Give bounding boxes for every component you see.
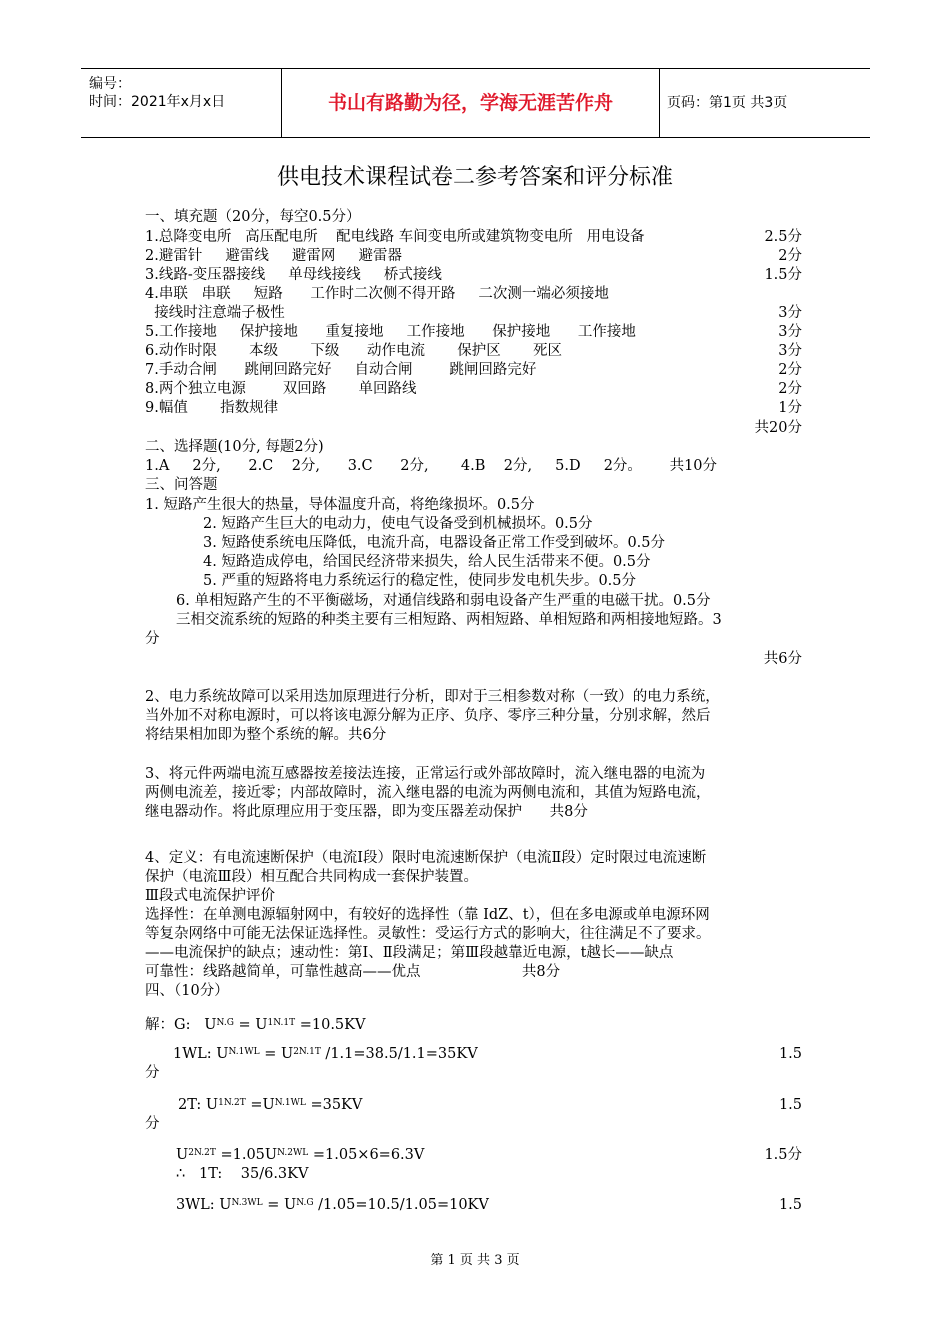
doc-title: 供电技术课程试卷二参考答案和评分标准 (276, 165, 673, 190)
q4-line: 选择性：在单测电源辐射网中，有较好的选择性（靠 IdZ、t），但在多电源或单电源环网 (145, 907, 710, 923)
q2-line: 2、电力系统故障可以采用迭加原理进行分析，即对于三相参数对称（一致）的电力系统， (145, 689, 720, 705)
q4-line: 可靠性：线路越简单，可靠性越高——优点 共8分 (145, 964, 561, 980)
q4-line: 保护（电流Ⅲ段）相互配合共同构成一套保护装置。 (145, 869, 478, 885)
q1-line: 3. 短路使系统电压降低，电流升高，电器设备正常工作受到破坏。0.5分 (203, 535, 666, 551)
s1-total: 共20分 (754, 420, 802, 436)
s1-score: 1分 (778, 400, 802, 416)
q1-total: 共6分 (763, 651, 802, 667)
section3-heading: 三、问答题 (145, 477, 218, 493)
section2-answers: 1.A 2分, 2.C 2分, 3.C 2分, 4.B 2分, 5.D 2分。 共10分 (145, 458, 718, 474)
s1-item: 6.动作时限 本级 下级 动作电流 保护区 死区 (145, 343, 563, 359)
s1-score: 2分 (778, 381, 802, 397)
section2-heading: 二、选择题(10分, 每题2分) (145, 439, 324, 455)
s1-score: 2.5分 (764, 229, 802, 245)
s1-item: 3.线路-变压器接线 单母线接线 桥式接线 (145, 267, 442, 283)
q4-line: Ⅲ段式电流保护评价 (145, 888, 275, 904)
q4-line: ——电流保护的缺点；速动性：第Ⅰ、Ⅱ段满足；第Ⅲ段越靠近电源，t越长——缺点 (145, 945, 674, 961)
header-meta (81, 69, 282, 137)
s1-score: 2分 (778, 248, 802, 264)
s1-item: 4.串联 串联 短路 工作时二次侧不得开路 二次测一端必须接地 (145, 286, 609, 302)
s1-score: 1.5分 (764, 267, 802, 283)
s1-item: 8.两个独立电源 双回路 单回路线 (145, 381, 417, 397)
s1-score: 3分 (778, 343, 802, 359)
s1-score: 2分 (778, 362, 802, 378)
page-header (81, 68, 870, 138)
calc-line-4: $U^{2N.2T} =1.05U^{N.2WL} =1.05\times 6=6.3V$ (176, 1147, 425, 1163)
s1-score: 3分 (778, 324, 802, 340)
q3-line: 两侧电流差，接近零；内部故障时，流入继电器的电流为两侧电流和，其值为短路电流， (145, 785, 711, 801)
calc-score: 1.5分 (764, 1147, 802, 1163)
section1-heading: 一、填充题（20分，每空0.5分） (145, 209, 361, 225)
q1-line: 4. 短路造成停电，给国民经济带来损失，给人民生活带来不便。0.5分 (203, 554, 651, 570)
q1-line: 1. 短路产生很大的热量，导体温度升高，将绝缘损坏。0.5分 (145, 497, 535, 513)
q2-line: 将结果相加即为整个系统的解。共6分 (145, 727, 387, 743)
q4-line: 等复杂网络中可能无法保证选择性。灵敏性：受运行方式的影响大，往往满足不了要求。 (145, 926, 711, 942)
q2-line: 当外加不对称电源时，可以将该电源分解为正序、负序、零序三种分量，分别求解，然后 (145, 708, 711, 724)
doc-number: 编号： (89, 76, 131, 92)
s1-score: 3分 (778, 305, 802, 321)
q1-line: 三相交流系统的短路的种类主要有三相短路、两相短路、单相短路和两相接地短路。3 (176, 612, 722, 628)
s1-item: 5.工作接地 保护接地 重复接地 工作接地 保护接地 工作接地 (145, 324, 636, 340)
s1-item: 1.总降变电所 高压配电所 配电线路 车间变电所或建筑物变电所 用电设备 (145, 229, 645, 245)
header-motto: 书山有路勤为径，学海无涯苦作舟 (282, 69, 660, 137)
calc-line-2: 1WL: $U^{N.1WL} = U^{2N.1T}$ /1.1=38.5/1.1=35KV (173, 1046, 478, 1062)
q1-line: 分 (145, 631, 160, 647)
page-footer: 第 1 页 共 3 页 (430, 1253, 520, 1268)
s1-item: 2.避雷针 避雷线 避雷网 避雷器 (145, 248, 402, 264)
s1-item: 7.手动合闸 跳闸回路完好 自动合闸 跳闸回路完好 (145, 362, 537, 378)
calc-line-3: 2T: $U^{1N.2T} =U^{N.1WL} =35KV$ (178, 1097, 363, 1113)
calc-score: 1.5 (778, 1197, 802, 1213)
section4-heading: 四、（10分） (145, 983, 229, 999)
calc-line-1: 解：G: $U^{N.G} = U^{1N.1T} =10.5KV$ (145, 1017, 366, 1033)
calc-score-unit: 分 (145, 1116, 160, 1132)
calc-score: 1.5 (778, 1046, 802, 1062)
s1-item: 9.幅值 指数规律 (145, 400, 279, 416)
q1-line: 5. 严重的短路将电力系统运行的稳定性，使同步发电机失步。0.5分 (203, 573, 637, 589)
q3-line: 3、将元件两端电流互感器按差接法连接，正常运行或外部故障时，流入继电器的电流为 (145, 766, 706, 782)
calc-score: 1.5 (778, 1097, 802, 1113)
doc-time: 时间：2021年x月x日 (89, 94, 226, 110)
calc-line-6: 3WL: $U^{N.3WL} = U^{N.G}$ /1.05=10.5/1.05=10KV (176, 1197, 489, 1213)
q1-line: 2. 短路产生巨大的电动力，使电气设备受到机械损坏。0.5分 (203, 516, 593, 532)
header-page: 页码：第1页 共3页 (667, 95, 788, 111)
calc-score-unit: 分 (145, 1065, 160, 1081)
q1-line: 6. 单相短路产生的不平衡磁场，对通信线路和弱电设备产生严重的电磁干扰。0.5分 (176, 593, 711, 609)
calc-line-5: ∴ 1T: 35/6.3KV (176, 1166, 309, 1182)
s1-item: 接线时注意端子极性 (145, 305, 285, 321)
q3-line: 继电器动作。将此原理应用于变压器，即为变压器差动保护 共8分 (145, 804, 588, 820)
q4-line: 4、定义：有电流速断保护（电流Ⅰ段）限时电流速断保护（电流Ⅱ段）定时限过电流速断 (145, 850, 707, 866)
